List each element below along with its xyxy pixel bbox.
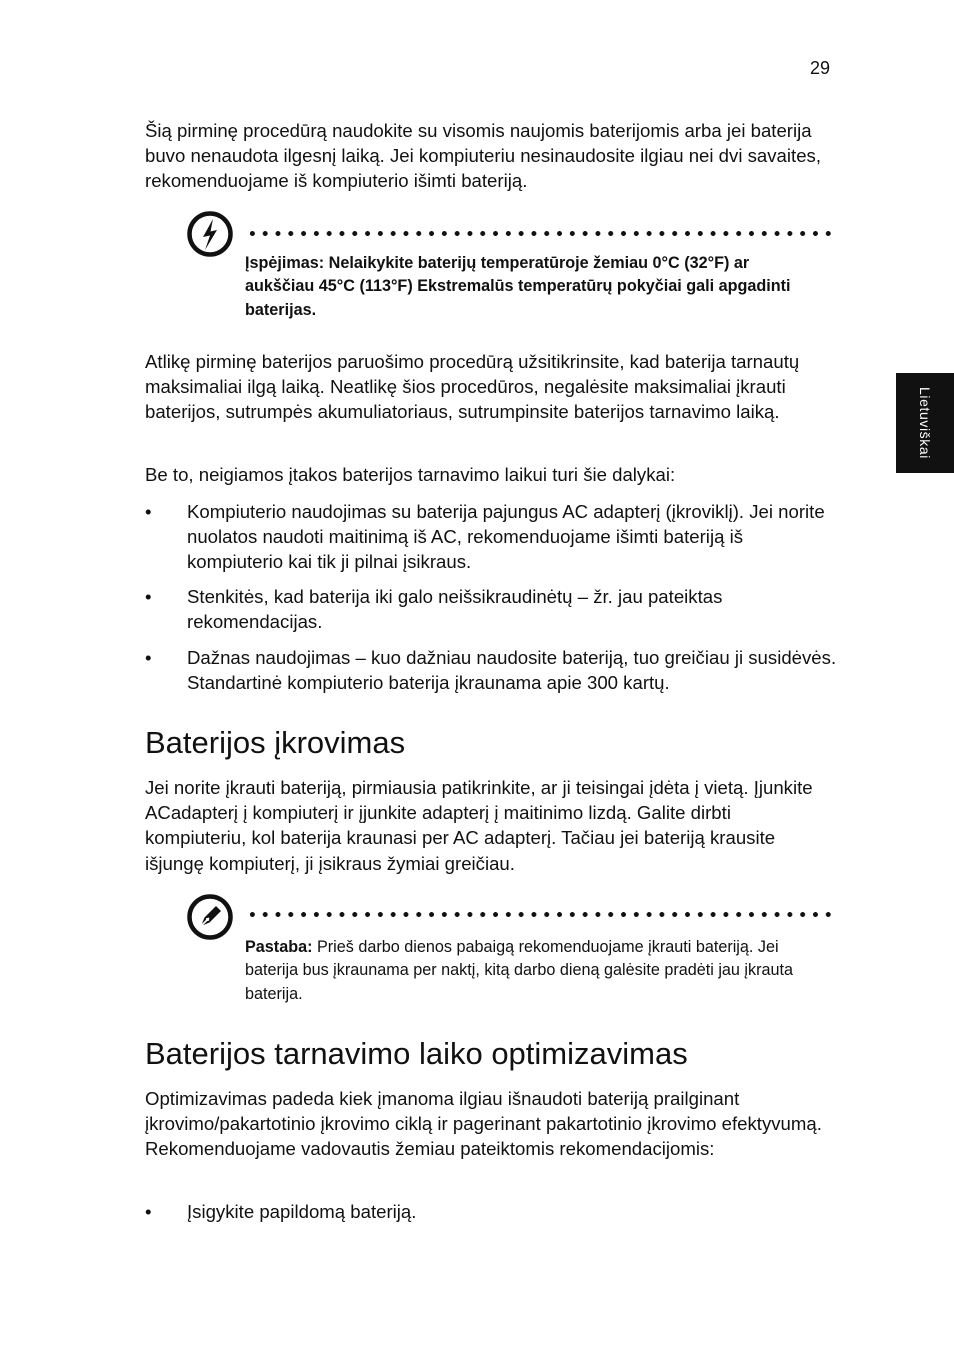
note-divider bbox=[246, 912, 832, 917]
section-heading-charging: Baterijos įkrovimas bbox=[145, 725, 406, 760]
note-text bbox=[245, 936, 820, 1006]
page-number: 29 bbox=[809, 58, 830, 78]
section-heading-optimization: Baterijos tarnavimo laiko optimizavimas bbox=[145, 1036, 688, 1071]
paragraph-after-warning: Atlikę pirminę baterijos paruošimo procedūrą užsitikrinsite, kad baterija tarnautų maksimaliai ilgą laiką. Neatlikę šios procedūros, negalėsite maksimaliai įkrauti baterijos, sutrumpės akumuliatoriaus, sutrumpinsite baterijos tarnavimo laiką. bbox=[145, 351, 800, 423]
list-item-text: Stenkitės, kad baterija iki galo neišsikraudinėtų – žr. jau pateiktas rekomendacijas. bbox=[187, 586, 723, 633]
bullet-marker: • bbox=[145, 501, 152, 522]
optimization-paragraph: Optimizavimas padeda kiek įmanoma ilgiau išnaudoti bateriją prailginant įkrovimo/pakartotinio įkrovimo ciklą ir pagerinant pakartotinio įkrovimo efektyvumą. Rekomenduojame vadovautis žemiau pateiktomis rekomendacijomis: bbox=[145, 1088, 822, 1160]
bullet-marker: • bbox=[145, 586, 152, 607]
intro-paragraph: Šią pirminę procedūrą naudokite su visomis naujomis baterijomis arba jei baterija buvo nenaudota ilgesnį laiką. Jei kompiuteriu nesinaudosite ilgiau nei dvi savaites, rekomenduojame iš kompiuterio išimti bateriją. bbox=[145, 120, 821, 192]
warning-divider bbox=[246, 231, 832, 236]
warning-lightning-icon bbox=[186, 210, 234, 258]
list-item-text: Įsigykite papildomą bateriją. bbox=[187, 1201, 417, 1222]
bullet-marker: • bbox=[145, 1201, 152, 1222]
language-side-tab-label: Lietuviškai bbox=[917, 387, 933, 459]
bullet-marker: • bbox=[145, 647, 152, 668]
language-side-tab bbox=[896, 373, 954, 473]
list-item-text: Kompiuterio naudojimas su baterija pajungus AC adapterį (įkroviklį). Jei norite nuolatos naudoti maitinimą iš AC, rekomenduojame išimti bateriją iš kompiuterio kai tik ji pilnai įsikraus. bbox=[187, 501, 825, 573]
charging-paragraph: Jei norite įkrauti bateriją, pirmiausia patikrinkite, ar ji teisingai įdėta į vietą. Įjunkite ACadapterį į kompiuterį ir įjunkite adapterį į maitinimo lizdą. Galite dirbti kompiuteriu, kol baterija kraunasi per AC adapterį. Tačiau jei bateriją krausite išjungę kompiuterį, ji įsikraus žymiai greičiau. bbox=[145, 777, 813, 874]
factors-intro: Be to, neigiamos įtakos baterijos tarnavimo laikui turi šie dalykai: bbox=[145, 464, 676, 485]
warning-text: Įspėjimas: Nelaikykite baterijų temperatūroje žemiau 0°C (32°F) ar aukščiau 45°C (113°F) Ekstremalūs temperatūrų pokyčiai gali apgadinti baterijas. bbox=[245, 254, 791, 319]
note-label: Pastaba: bbox=[245, 938, 313, 956]
list-item-text: Dažnas naudojimas – kuo dažniau naudosite bateriją, tuo greičiau ji susidėvės. Standartinė kompiuterio baterija įkraunama apie 300 kartų. bbox=[187, 647, 837, 694]
note-body: Prieš darbo dienos pabaigą rekomenduojame įkrauti bateriją. Jei baterija bus įkraunama per naktį, kitą darbo dieną galėsite pradėti jau įkrauta baterija. bbox=[245, 938, 794, 1003]
note-pen-icon bbox=[186, 893, 234, 941]
